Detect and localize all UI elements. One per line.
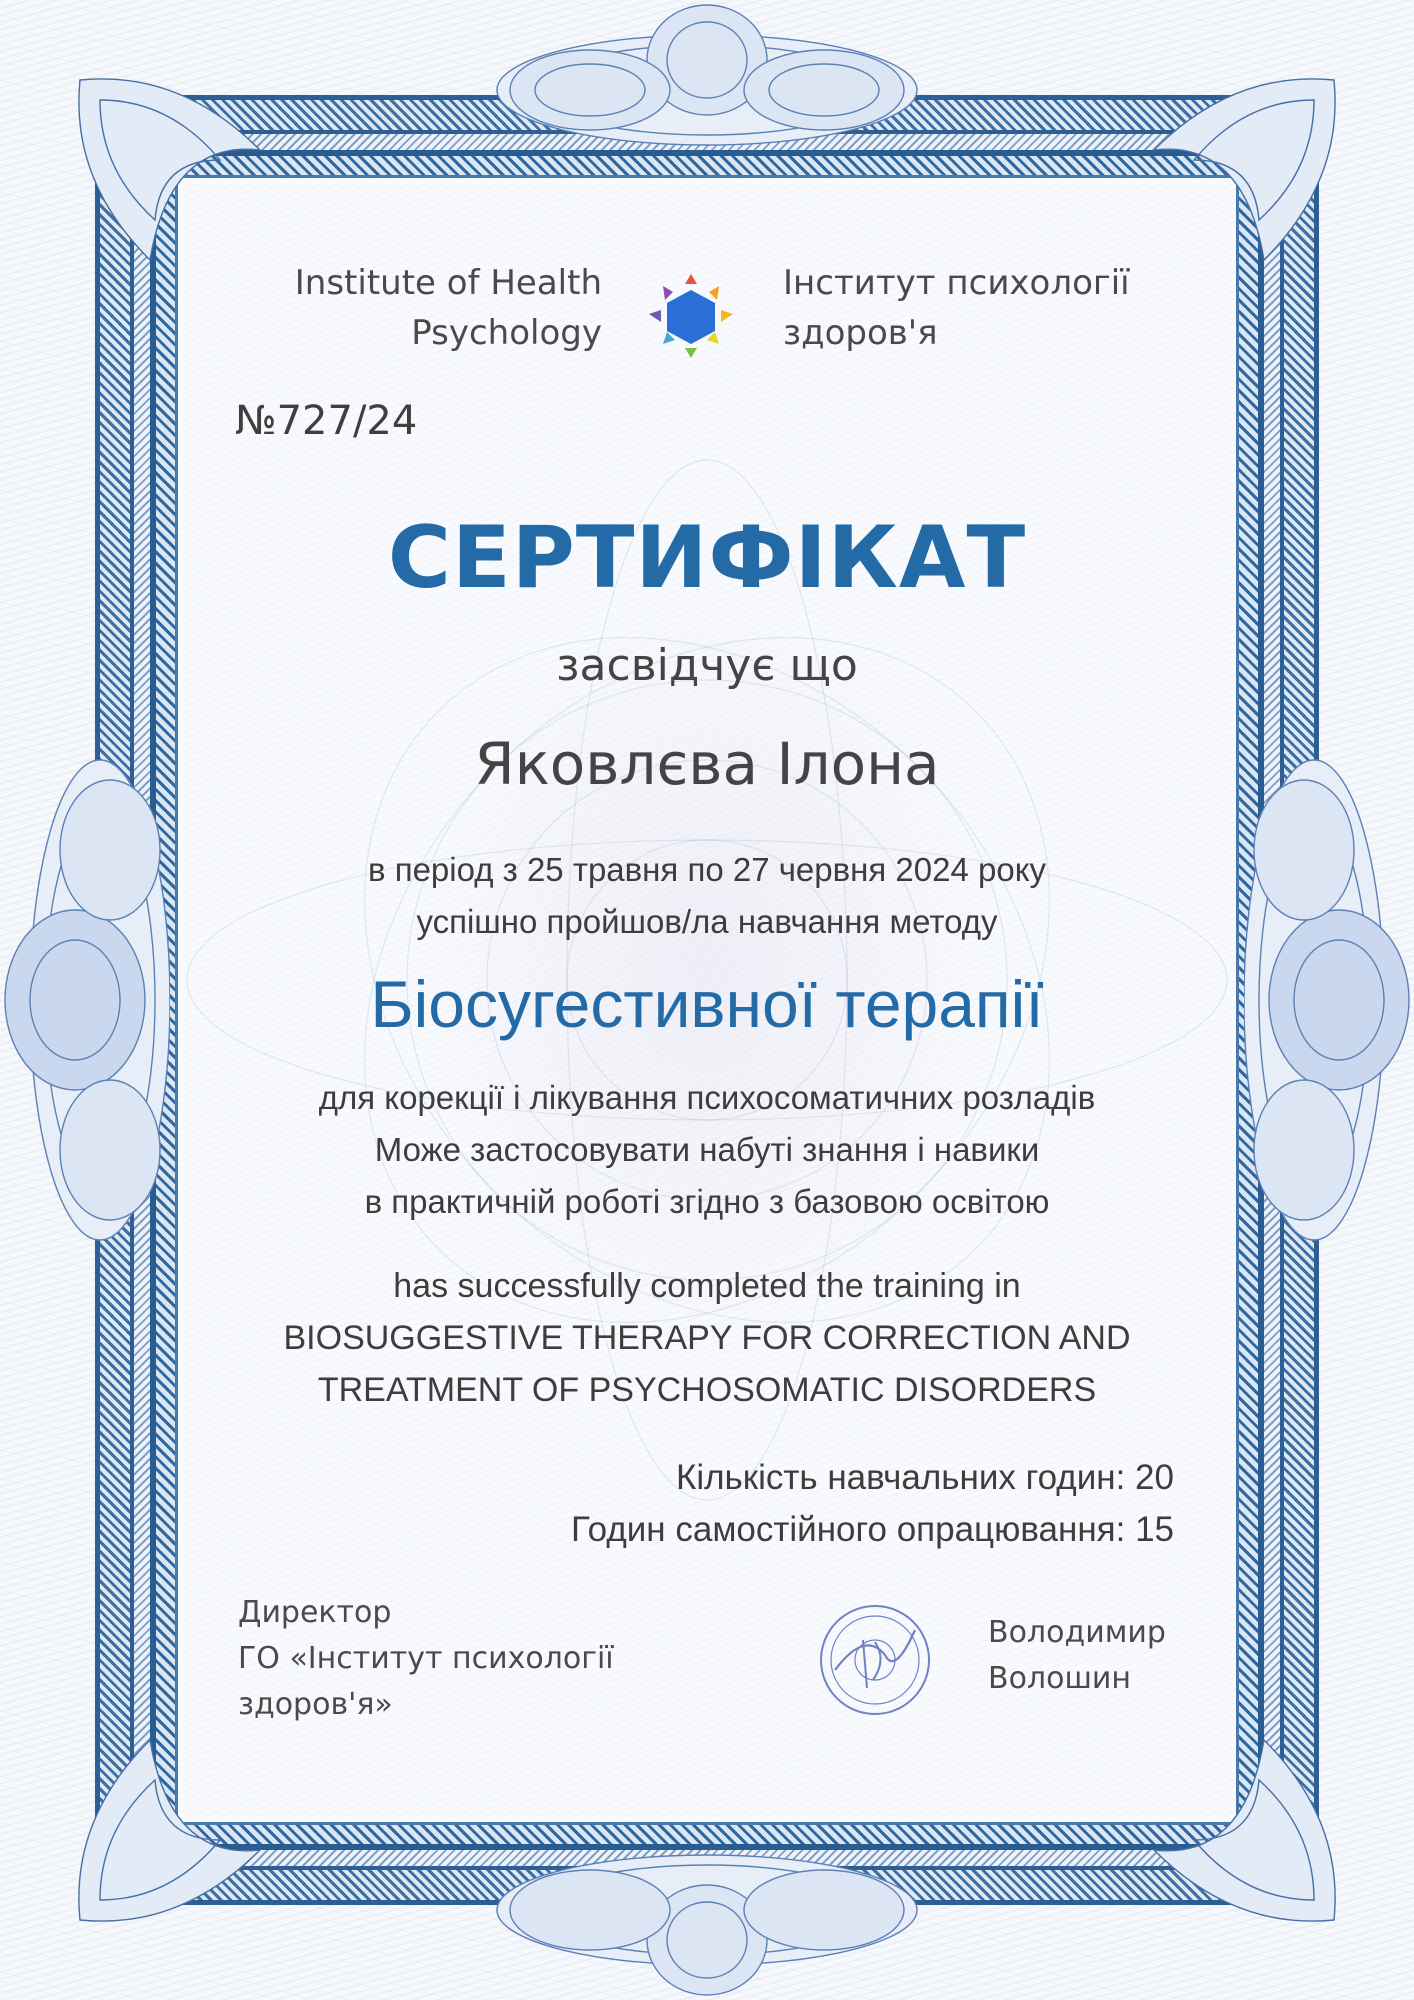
institute-name-ukrainian-line-1: Інститут психології (783, 263, 1130, 303)
recipient-name: Яковлєва Ілона (474, 730, 940, 798)
english-line: TREATMENT OF PSYCHOSOMATIC DISORDERS (317, 1371, 1097, 1409)
certificate-subtitle: засвідчує що (556, 640, 858, 691)
bottom-rosette-ornament (480, 1850, 934, 2000)
signer-first-name: Володимир (988, 1615, 1166, 1650)
director-line-1: Директор (238, 1595, 392, 1630)
description-line: в практичній роботі згідно з базовою освітою (364, 1183, 1050, 1220)
institute-name-english (295, 258, 602, 358)
description-line: для корекції і лікування психосоматичних розладів (318, 1079, 1096, 1116)
institute-name-english-line-2: Psychology (411, 313, 602, 353)
period-line-2: успішно пройшов/ла навчання методу (416, 903, 998, 940)
institute-logo (643, 270, 739, 362)
institute-name-ukrainian-line-2: здоров'я (783, 313, 938, 353)
corner-ornament-bottom-right (1134, 1720, 1354, 1940)
director-title (238, 1590, 614, 1728)
english-line: has successfully completed the training in (393, 1267, 1021, 1305)
english-line: BIOSUGGESTIVE THERAPY FOR CORRECTION AND (283, 1319, 1131, 1357)
official-seal-stamp (815, 1600, 935, 1720)
corner-ornament-bottom-left (60, 1720, 280, 1940)
signer-name (988, 1610, 1166, 1702)
training-hours (571, 1452, 1174, 1556)
corner-ornament-top-left (60, 60, 280, 280)
description-line: Може застосовувати набуті знання і навики (374, 1131, 1040, 1168)
top-rosette-ornament (480, 0, 934, 150)
english-description (0, 1260, 1414, 1416)
signer-last-name: Волошин (988, 1661, 1132, 1696)
certificate-title: СЕРТИФІКАТ (387, 508, 1027, 608)
self-study-hours: Годин самостійного опрацювання: 15 (571, 1510, 1174, 1549)
study-hours: Кількість навчальних годин: 20 (675, 1458, 1174, 1497)
training-period (0, 844, 1414, 948)
director-line-3: здоров'я» (238, 1687, 393, 1722)
description (0, 1072, 1414, 1228)
period-line-1: в період з 25 травня по 27 червня 2024 року (368, 851, 1046, 888)
institute-name-english-line-1: Institute of Health (294, 263, 602, 303)
method-name: Біосугестивної терапії (370, 967, 1044, 1041)
institute-name-ukrainian (783, 258, 1130, 358)
certificate-number: №727/24 (235, 398, 418, 444)
corner-ornament-top-right (1134, 60, 1354, 280)
director-line-2: ГО «Інститут психології (238, 1641, 614, 1676)
